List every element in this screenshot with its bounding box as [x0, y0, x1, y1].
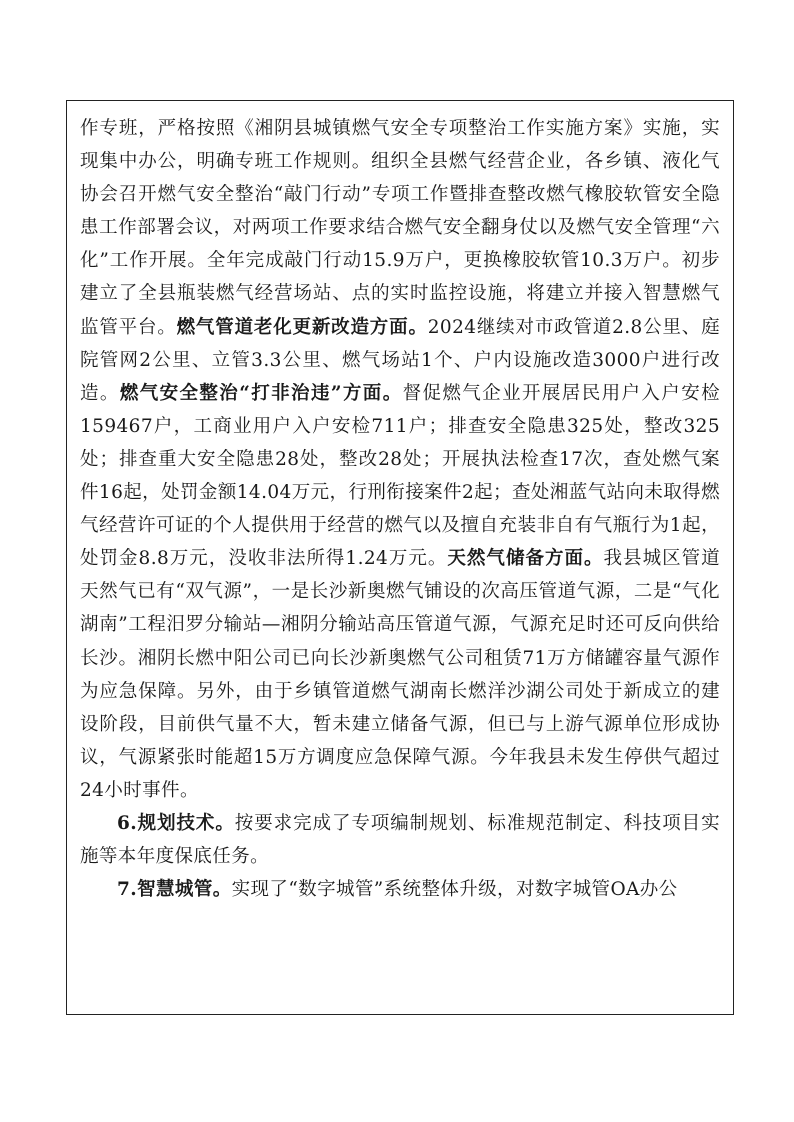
- text-run: 督促燃气企业开展居民用户入户安检159467户，工商业用户入户安检711户；排查安全隐患325处，整改325处；排查重大安全隐患28处，整改28处；开展执法检查17次，查处燃气案件16起，处罚金额14.04万元，行刑衔接案件2起；查处湘蓝气站向未取得燃气经营许可证的个人提供用于经营的燃气以及擅自充装非自有气瓶行为1起，处罚金8.8万元，没收非法所得1.24万元。: [80, 382, 720, 570]
- heading-planning-tech: 6.规划技术。: [117, 812, 235, 834]
- heading-pipeline-renovation: 燃气管道老化更新改造方面。: [176, 316, 428, 338]
- paragraph-planning-tech: [80, 807, 720, 873]
- text-run: 作专班，严格按照《湘阴县城镇燃气安全专项整治工作实施方案》实施，实现集中办公，明确专班工作规则。组织全县燃气经营企业，各乡镇、液化气协会召开燃气安全整治“敲门行动”专项工作暨排查整改燃气橡胶软管安全隐患工作部署会议，对两项工作要求结合燃气安全翻身仗以及燃气安全管理“六化”工作开展。全年完成敲门行动15.9万户，更换橡胶软管10.3万户。初步建立了全县瓶装燃气经营场站、点的实时监控设施，将建立并接入智慧燃气监管平台。: [80, 118, 720, 338]
- text-run: 我县城区管道天然气已有“双气源”，一是长沙新奥燃气铺设的次高压管道气源，二是“气化湖南”工程汨罗分输站—湘阴分输站高压管道气源，气源充足时还可反向供给长沙。湘阴长燃中阳公司已向长沙新奥燃气公司租赁71万方储罐容量气源作为应急保障。另外，由于乡镇管道燃气湖南长燃洋沙湖公司处于新成立的建设阶段，目前供气量不大，暂未建立储备气源，但已与上游气源单位形成协议，气源紧张时能超15万方调度应急保障气源。今年我县未发生停供气超过24小时事件。: [80, 548, 721, 801]
- paragraph-gas-safety: [80, 112, 720, 807]
- text-run: 实现了“数字城管”系统整体升级，对数字城管OA办公: [231, 879, 678, 901]
- text-run: 2024继续对市政管道2.8公里、庭院管网2公里、立管3.3公里、燃气场站1个、户内设施改造3000户进行改造。: [80, 316, 721, 404]
- heading-illegal-crackdown: 燃气安全整治“打非治违”方面。: [119, 382, 403, 404]
- text-run: 按要求完成了专项编制规划、标准规范制定、科技项目实施等本年度保底任务。: [80, 812, 720, 868]
- heading-smart-city: 7.智慧城管。: [117, 879, 232, 901]
- heading-gas-reserve: 天然气储备方面。: [447, 548, 604, 570]
- paragraph-smart-city: [80, 873, 720, 906]
- document-body: [80, 112, 720, 906]
